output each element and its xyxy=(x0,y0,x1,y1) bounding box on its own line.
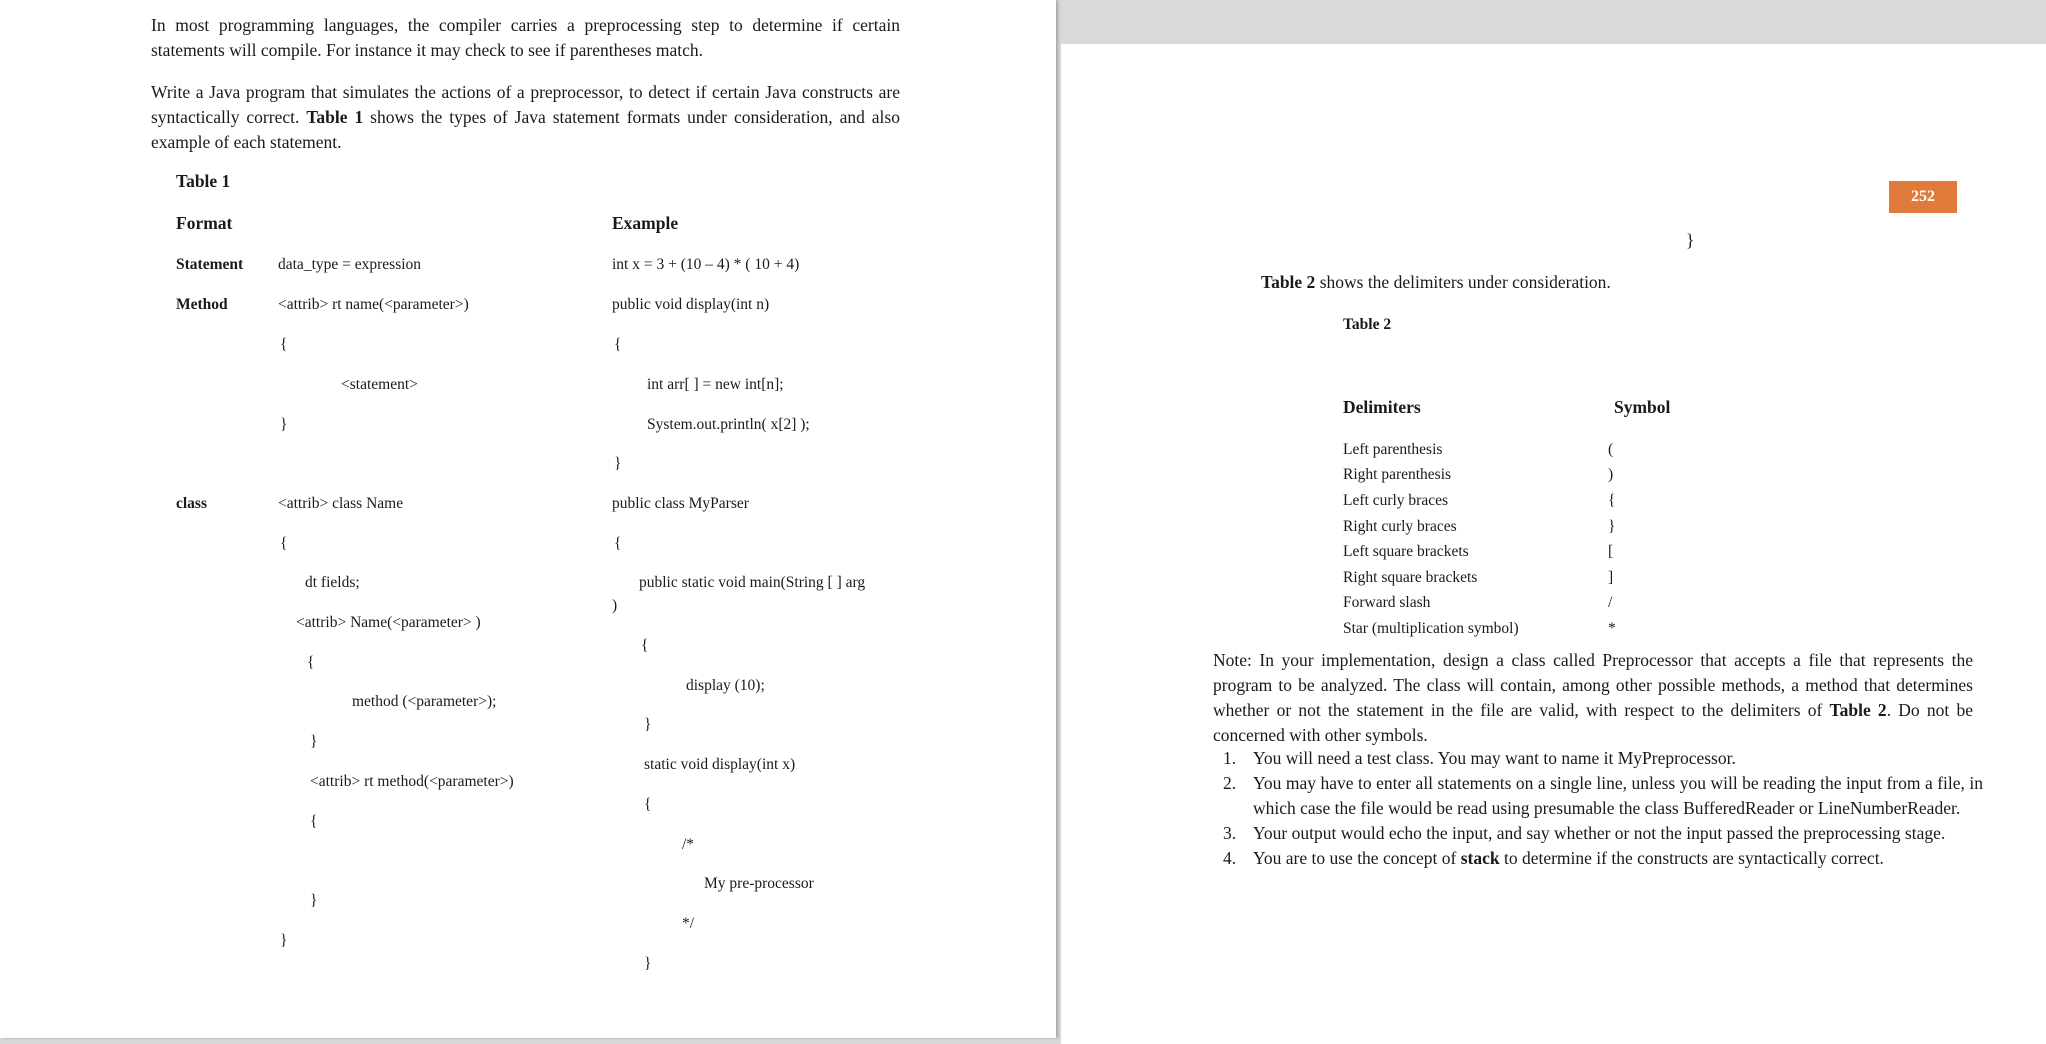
table2-reference: Table 2 xyxy=(1261,272,1316,292)
table2-title: Table 2 xyxy=(1343,316,1392,333)
closing-brace: } xyxy=(1686,230,1695,250)
intro-paragraph-2 xyxy=(151,80,900,155)
page-number-badge: 252 xyxy=(1889,181,1957,213)
class-example-line: public class MyParser xyxy=(612,495,749,512)
class-example-line: static void display(int x) xyxy=(644,756,796,773)
symbol-column-header: Symbol xyxy=(1614,397,1671,417)
delimiters-column-header: Delimiters xyxy=(1343,397,1421,417)
delimiter-name: Right parenthesis xyxy=(1343,466,1452,483)
class-example-line: } xyxy=(644,716,652,733)
requirement-item xyxy=(1223,846,1983,871)
delimiter-name: Left curly braces xyxy=(1343,492,1448,509)
delimiter-symbol: } xyxy=(1608,518,1616,535)
method-format-line: <attrib> rt name(<parameter>) xyxy=(278,296,469,313)
method-format-line: { xyxy=(280,336,288,353)
class-example-line: { xyxy=(644,796,652,813)
requirement-text: You are to use the concept of xyxy=(1253,848,1461,868)
method-format-line: } xyxy=(280,416,288,433)
class-format-line: <attrib> rt method(<parameter>) xyxy=(310,773,514,790)
table1-reference: Table 1 xyxy=(306,107,364,127)
delimiter-symbol: / xyxy=(1608,594,1613,611)
requirement-text: Your output would echo the input, and say whether or not the input passed the preprocessing stage. xyxy=(1253,823,1946,843)
requirements-list xyxy=(1223,746,1983,871)
method-format-line: <statement> xyxy=(341,376,418,393)
class-format-line: } xyxy=(310,892,318,909)
method-example-line: int arr[ ] = new int[n]; xyxy=(647,376,784,393)
statement-format: data_type = expression xyxy=(278,256,422,273)
row-label-class: class xyxy=(176,495,207,512)
class-example-line: */ xyxy=(682,915,695,932)
method-example-line: } xyxy=(614,455,622,472)
class-format-line: { xyxy=(307,654,315,671)
class-example-line: display (10); xyxy=(686,677,765,694)
class-format-line: dt fields; xyxy=(305,574,360,591)
delimiter-symbol: ] xyxy=(1608,569,1614,586)
class-example-line: My pre-processor xyxy=(704,875,814,892)
requirement-number: 2. xyxy=(1223,773,1237,793)
requirement-number: 1. xyxy=(1223,748,1237,768)
class-example-line: { xyxy=(641,637,649,654)
delimiter-symbol: * xyxy=(1608,620,1616,637)
class-format-line: <attrib> Name(<parameter> ) xyxy=(296,614,481,631)
delimiter-symbol: ) xyxy=(1608,466,1614,483)
row-label-method: Method xyxy=(176,296,228,313)
requirement-item xyxy=(1223,821,1983,846)
requirement-text: You will need a test class. You may want to name it MyPreprocessor. xyxy=(1253,748,1736,768)
requirement-item xyxy=(1223,746,1983,771)
delimiter-name: Left parenthesis xyxy=(1343,441,1443,458)
class-format-line: { xyxy=(280,535,288,552)
class-format-line: method (<parameter>); xyxy=(352,693,497,710)
method-example-line: public void display(int n) xyxy=(612,296,770,313)
note-text: Note: In your implementation, design a class called Preprocessor that accepts a file that represents the program to be analyzed. The class will contain, among other possible methods, a method that determines whether or not the statement in the file are valid, with respect to the delimiters of xyxy=(1213,650,1973,720)
statement-example: int x = 3 + (10 – 4) * ( 10 + 4) xyxy=(612,256,800,273)
example-column-header: Example xyxy=(612,213,679,233)
class-example-line: /* xyxy=(682,836,695,853)
table2-intro-text: shows the delimiters under consideration. xyxy=(1315,272,1611,292)
table1-title: Table 1 xyxy=(176,171,231,191)
requirement-stack-keyword: stack xyxy=(1460,848,1500,868)
delimiter-name: Left square brackets xyxy=(1343,543,1469,560)
requirement-number: 3. xyxy=(1223,823,1237,843)
note-table2-reference: Table 2 xyxy=(1829,700,1887,720)
class-example-line: { xyxy=(614,535,622,552)
intro-2-text-end: shows the types of Java statement formats under consideration, and also example of each statement. xyxy=(151,107,900,152)
implementation-note xyxy=(1213,648,1973,748)
delimiter-name: Right square brackets xyxy=(1343,569,1478,586)
delimiter-symbol: ( xyxy=(1608,441,1614,458)
delimiter-name: Star (multiplication symbol) xyxy=(1343,620,1519,637)
class-format-line: } xyxy=(310,733,318,750)
format-column-header: Format xyxy=(176,213,233,233)
requirement-item xyxy=(1223,771,1983,821)
class-format-line: { xyxy=(310,813,318,830)
method-example-line: { xyxy=(614,336,622,353)
delimiter-symbol: { xyxy=(1608,492,1616,509)
intro-2-text: Write a Java program that simulates the actions of a preprocessor, to detect if certain Java constructs are syntactically correct. xyxy=(151,82,900,127)
delimiter-symbol: [ xyxy=(1608,543,1614,560)
method-example-line: System.out.println( x[2] ); xyxy=(647,416,810,433)
class-example-line: ) xyxy=(612,597,618,614)
requirement-text: You may have to enter all statements on a single line, unless you will be reading the input from a file, in which case the file would be read using presumable the class BufferedReader or LineNumberReader. xyxy=(1253,773,1983,818)
class-example-line: public static void main(String [ ] arg xyxy=(639,574,866,591)
note-text-end: . Do not be concerned with other symbols. xyxy=(1213,700,1973,745)
class-format-line: } xyxy=(280,932,288,949)
table2-intro xyxy=(1261,272,1611,293)
class-format-line: <attrib> class Name xyxy=(278,495,404,512)
class-example-line: } xyxy=(644,955,652,972)
requirement-text-end: to determine if the constructs are syntactically correct. xyxy=(1499,848,1884,868)
row-label-statement: Statement xyxy=(176,256,244,273)
delimiter-name: Forward slash xyxy=(1343,594,1431,611)
requirement-number: 4. xyxy=(1223,848,1237,868)
intro-paragraph-1: In most programming languages, the compiler carries a preprocessing step to determine if certain statements will compile. For instance it may check to see if parentheses match. xyxy=(151,15,900,60)
delimiter-name: Right curly braces xyxy=(1343,518,1457,535)
